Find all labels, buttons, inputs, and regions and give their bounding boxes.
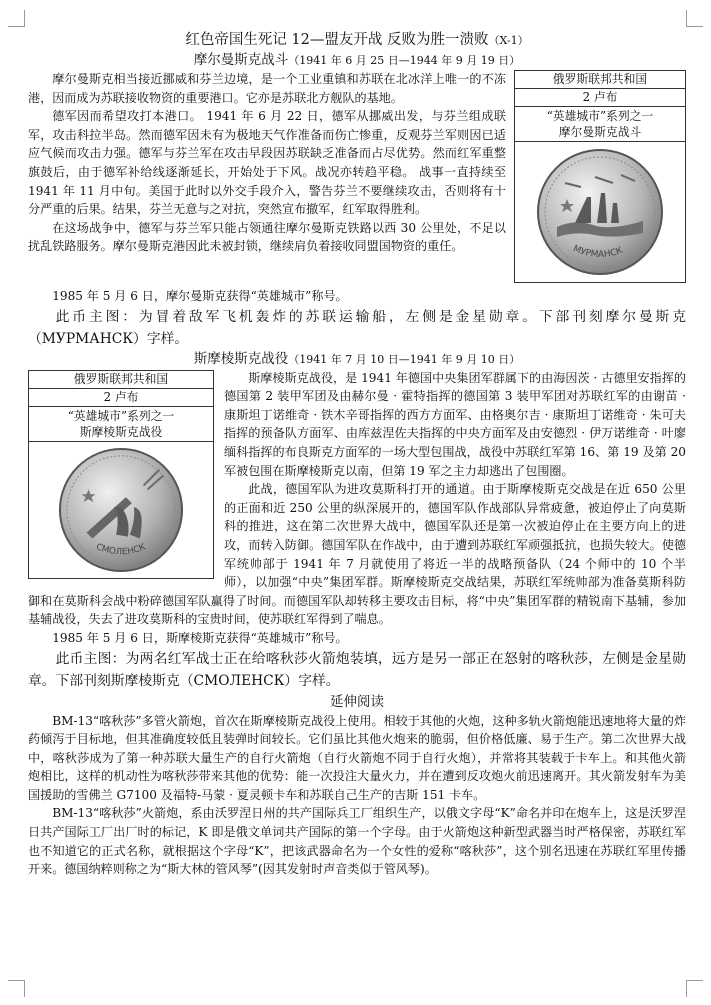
murmansk-paragraph: 摩尔曼斯克相当接近挪威和芬兰边境，是一个工业重镇和苏联在北冰洋上唯一的不冻港，因而成为苏联接收物资的重要港口。它亦是苏联北方舰队的基地。 (28, 72, 506, 105)
title-code: （X-1） (488, 34, 529, 47)
page-corner-mark (686, 10, 703, 27)
coin-country: 俄罗斯联邦共和国 (29, 371, 213, 389)
document-title (28, 30, 686, 51)
smolensk-coin-design: 此币主图：为两名红军战士正在给喀秋莎火箭炮装填，远方是另一部正在怒射的喀秋莎，左侧是金星勋章。下部刊刻斯摩棱斯克（СМОЛЕНСК）字样。 (28, 650, 686, 689)
smolensk-dates: （1941 年 7 月 10 日—1941 年 9 月 10 日） (288, 352, 521, 366)
murmansk-paragraph: 在这场战争中，德军与芬兰军只能占领通往摩尔曼斯克铁路以西 30 公里处，不足以扰乱铁路服务。摩尔曼斯克港因此未被封锁，继续肩负着接收同盟国物资的重任。 (28, 220, 506, 254)
smolensk-coin-image (29, 442, 213, 578)
smolensk-paragraph: 此战，德国军队为进攻莫斯科打开的通道。由于斯摩棱斯克交战是在近 650 公里的正面和近 250 公里的纵深展开的，德国军队作战部队异常疲惫，被迫停止了向莫斯科的推进，这在第二次世界大战中，德国军队还是第一次被迫停止在主要方向上的进攻，而转入防御。德国军队在作战中，由于遭到苏联红军顽强抵抗，也损失较大。使德军统帅部于 1941 年 7 月就使用了将近一半的战略预备队（24 个师中的 10 个半师），以加强“中央”集团军群。斯摩棱斯克交战结果，苏联红军统帅部为准备莫斯科防御和在莫斯科会战中粉碎德国军队赢得了时间。而德国军队却转移主要攻击目标，将“中央”集团军群的精锐南下基辅，参加基辅战役，失去了进攻莫斯科的宝贵时间，使苏联红军得到了喘息。 (28, 482, 686, 627)
coin-name: 斯摩棱斯克战役 (79, 424, 163, 439)
coin-name: 摩尔曼斯克战斗 (558, 125, 642, 139)
murmansk-award: 1985 年 5 月 6 日，摩尔曼斯克获得“英雄城市”称号。 (52, 289, 348, 303)
extended-paragraph: BM-13“喀秋莎”多管火箭炮，首次在斯摩棱斯克战役上使用。相较于其他的火炮，这种多轨火箭炮能迅速地将大量的炸药倾泻于目标地，但其准确度较低且装弹时间较长。它们虽比其他火炮来的脆弱，但价格低廉、易于生产。第二次世界大战中，喀秋莎成为了第一种苏联大量生产的自行火箭炮（自行火箭炮不同于自行火炮），并常将其装载于卡车上。和其他火箭炮相比，这样的机动性为喀秋莎带来其他的优势：能一次投注大量火力，并在遭到反攻炮火前迅速离开。其火箭发射车为美国援助的雪佛兰 G7100 及福特-马蒙 · 夏灵顿卡车和苏联自己生产的吉斯 151 卡车。 (28, 713, 686, 802)
extended-reading-heading: 延伸阅读 (330, 693, 384, 710)
coin-country: 俄罗斯联邦共和国 (515, 71, 685, 89)
smolensk-coin-box (28, 370, 214, 579)
smolensk-heading (28, 350, 686, 369)
murmansk-paragraph: 德军因而希望攻打本港口。 1941 年 6 月 22 日，德军从挪威出发，与芬兰组成联军，攻击科拉半岛。然而德军因未有为极地天气作准备而伤亡惨重，反观芬兰军则因已适应气候而攻击力强。德军与芬兰军在攻击早段因苏联缺乏准备而占尽优势。然而红军重整旗鼓后，由于德军补给线逐渐延长，开始处于下风。战况亦转趋平稳。 战事一直持续至 1941 年 11 月中旬。美国于此时以外交手段介入，警告芬兰不要继续攻击，否则将有十分严重的后果。结果，芬兰无意与之对抗，突然宣布撤军，红军取得胜利。 (28, 109, 506, 217)
coin-denomination: 2 卢布 (29, 389, 213, 407)
smolensk-award: 1985 年 5 月 6 日，斯摩棱斯克获得“英雄城市”称号。 (52, 630, 348, 645)
murmansk-coin-design: 此币主图：为冒着敌军飞机轰炸的苏联运输船，左侧是金星勋章。下部刊刻摩尔曼斯克（МУРМАНСК）字样。 (28, 308, 686, 347)
murmansk-coin-box (514, 70, 686, 283)
coin-legend-text: СМОЛЕНСК (94, 541, 148, 557)
murmansk-coin-icon (535, 147, 665, 277)
coin-series-name (515, 107, 685, 142)
coin-series-name (29, 407, 213, 442)
extended-paragraph: BM-13“喀秋莎”火箭炮，系由沃罗涅日州的共产国际兵工厂组织生产，以俄文字母“K”命名并印在炮车上，这是沃罗涅日共产国际工厂出厂时的标记，K 即是俄文单词共产国际的第一个字母。由于火箭炮这种新型武器当时严格保密，苏联红军也不知道它的正式名称，就根据这个字母“K”，把该武器命名为一个女性的爱称“喀秋莎”，这个别名迅速在苏联红军里传播开来。德国纳粹则称之为“斯大林的管风琴”(因其发射时声音类似于管风琴)。 (28, 806, 686, 877)
murmansk-heading-text: 摩尔曼斯克战斗 (193, 52, 289, 68)
murmansk-heading (28, 51, 686, 70)
smolensk-heading-text: 斯摩棱斯克战役 (193, 350, 289, 367)
murmansk-coin-image (515, 142, 685, 282)
coin-series: “英雄城市”系列之一 (67, 408, 175, 423)
smolensk-coin-icon (57, 446, 185, 574)
page-corner-mark (8, 10, 25, 27)
coin-legend-text: МУРМАНСК (571, 244, 625, 261)
page-corner-mark (8, 980, 25, 997)
page-corner-mark (686, 980, 703, 997)
smolensk-paragraph: 斯摩棱斯克战役，是 1941 年德国中央集团军群属下的由海因茨 · 古德里安指挥的德国第 2 装甲军团及由赫尔曼 · 霍特指挥的德国第 3 装甲军团对苏联红军的由谢苗 · 康斯坦丁诺维奇 · 铁木辛哥指挥的西方方面军、由格奥尔吉 · 康斯坦丁诺维奇 · 朱可夫指挥的预备队方面军、由库兹涅佐夫指挥的中央方面军及由安德烈 · 伊万诺维奇 · 叶廖缅科指挥的布良斯克方面军的一场大型包围战，战役中苏联红军第 16、第 19 及第 20 军被包围在斯摩棱斯克以南，但第 19 军之主力却逃出了包围圈。 (224, 370, 686, 478)
coin-denomination: 2 卢布 (515, 89, 685, 107)
murmansk-dates: （1941 年 6 月 25 日—1944 年 9 月 19 日） (288, 54, 521, 67)
title-text: 红色帝国生死记 12—盟友开战 反败为胜一溃败 (185, 32, 489, 48)
coin-series: “英雄城市”系列之一 (546, 109, 654, 123)
document-page (28, 30, 686, 879)
